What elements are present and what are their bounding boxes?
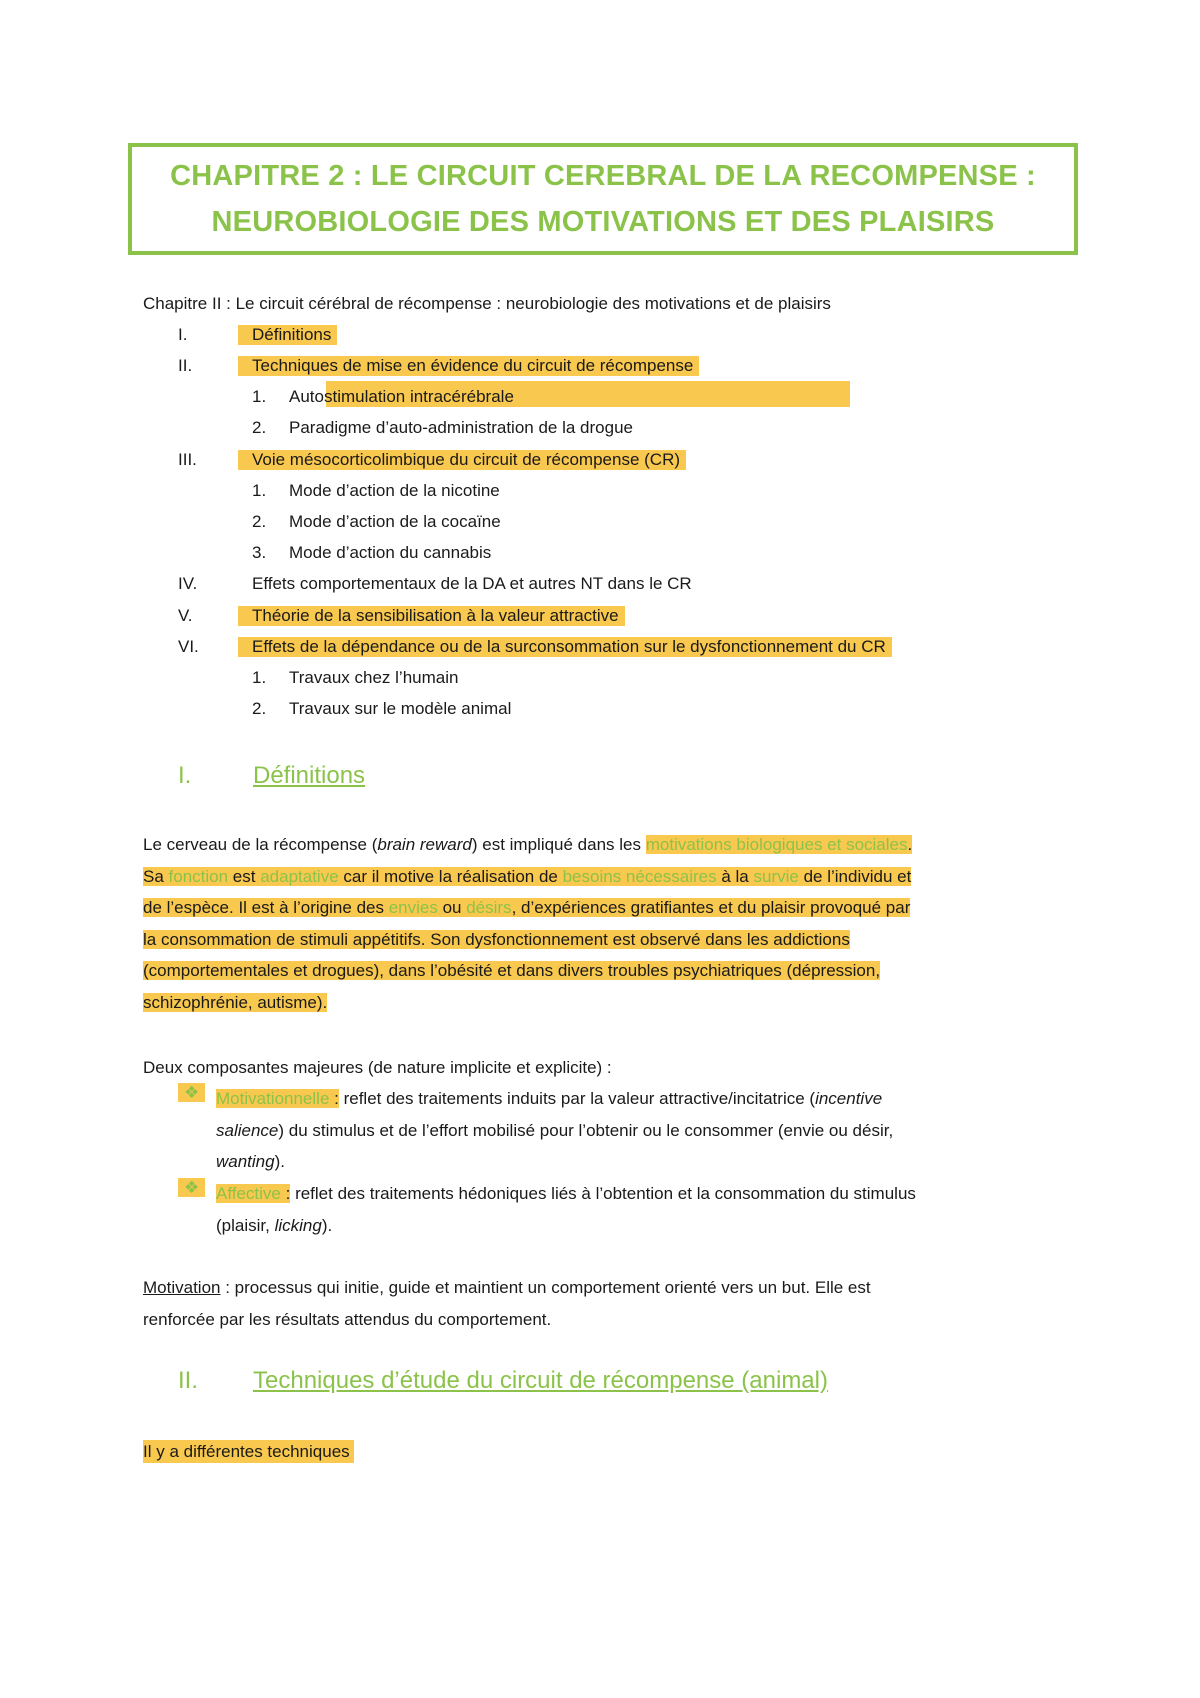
text-run: car il motive la réalisation de — [338, 866, 563, 886]
text-run: (plaisir, — [216, 1215, 275, 1235]
keyword: survie — [753, 866, 799, 886]
paragraph-components-intro: Deux composantes majeures (de nature implicite et explicite) : — [143, 1058, 612, 1077]
text-run: , d’expériences gratifiantes et du plaisir provoqué par — [511, 898, 911, 917]
toc-item-text: Techniques de mise en évidence du circuit de récompense — [238, 356, 699, 376]
paragraph-line — [143, 955, 1065, 987]
toc-subitem-text: Travaux chez l’humain — [289, 668, 459, 687]
bullet-symbol: ❖ — [178, 1178, 205, 1197]
defined-term: Motivation — [143, 1278, 221, 1297]
toc-item-number: IV. — [178, 574, 198, 593]
toc-item — [0, 606, 1200, 632]
paragraph-line — [143, 987, 1065, 1019]
toc-subitem-text: Paradigme d’auto-administration de la drogue — [289, 418, 633, 437]
text-run-italic: licking — [274, 1215, 322, 1235]
section-title: Techniques d’étude du circuit de récompense (animal) — [253, 1367, 828, 1394]
text-run: (comportementales et drogues), dans l’obésité et dans divers troubles psychiatriques (dépression, — [143, 961, 881, 980]
bullet-line — [216, 1146, 1066, 1178]
keyword: Motivationnelle — [216, 1089, 330, 1108]
toc-subitem-number: 1. — [252, 387, 267, 406]
toc-subitem-text: Autostimulation intracérébrale — [289, 387, 514, 406]
toc-subitem-number: 2. — [252, 512, 267, 531]
paragraph-brain-reward — [143, 829, 1065, 1018]
toc-item-number: VI. — [178, 637, 199, 656]
paragraph-line — [143, 1272, 1065, 1304]
toc-subitem — [0, 699, 1200, 725]
text-run-italic: incentive — [815, 1089, 883, 1108]
text-run: reflet des traitements hédoniques liés à l’obtention et la consommation du stimulus — [290, 1184, 916, 1203]
paragraph-line — [143, 1304, 1065, 1336]
chapter-title-line-1: CHAPITRE 2 : LE CIRCUIT CEREBRAL DE LA RECOMPENSE : — [170, 160, 1036, 192]
text-run: : processus qui initie, guide et maintient un comportement orienté vers un but. Elle est — [220, 1278, 871, 1297]
keyword: besoins nécessaires — [562, 866, 717, 886]
toc-subitem — [0, 512, 1200, 538]
toc-item — [0, 637, 1200, 663]
text-run: de l’espèce. Il est à l’origine des — [143, 898, 389, 917]
paragraph-motivation-definition — [143, 1272, 1065, 1335]
toc-subitem-number: 2. — [252, 418, 267, 437]
toc-heading: Chapitre II : Le circuit cérébral de récompense : neurobiologie des motivations et de plaisirs — [143, 294, 831, 313]
keyword: motivations biologiques et sociales — [645, 835, 908, 854]
text-run: reflet des traitements induits par la valeur attractive/incitatrice ( — [338, 1089, 816, 1108]
paragraph-techniques-intro — [143, 1436, 1065, 1468]
toc-subitem-text: Mode d’action de la cocaïne — [289, 512, 501, 531]
toc-subitem — [0, 481, 1200, 507]
toc-item-number: II. — [178, 356, 193, 375]
bullet-motivationnelle — [216, 1083, 1066, 1178]
toc-subitem-number: 1. — [252, 481, 267, 500]
toc-item — [0, 450, 1200, 476]
bullet-symbol: ❖ — [178, 1083, 205, 1102]
toc-item-number: I. — [178, 325, 188, 344]
paragraph-line — [143, 829, 1065, 861]
toc-subitem — [0, 418, 1200, 444]
keyword: envies — [388, 898, 438, 917]
bullet-diamond-icon — [178, 1083, 205, 1103]
text-run-italic: salience — [216, 1120, 279, 1140]
paragraph-line — [143, 924, 1065, 956]
toc-subitem-number: 1. — [252, 668, 267, 687]
text-run: ou — [437, 898, 467, 917]
text-run: est — [228, 866, 261, 886]
toc-subitem-text: Mode d’action de la nicotine — [289, 481, 500, 500]
bullet-line — [216, 1178, 1066, 1210]
text-run: Sa — [143, 866, 169, 886]
section-title: Définitions — [253, 762, 366, 789]
toc-subitem-text: Mode d’action du cannabis — [289, 543, 492, 562]
toc-item-number: III. — [178, 450, 197, 469]
chapter-title-line-2: NEUROBIOLOGIE DES MOTIVATIONS ET DES PLAISIRS — [211, 206, 995, 238]
toc-subitem-number: 2. — [252, 699, 267, 718]
text-run-italic: wanting — [216, 1152, 275, 1171]
section-heading — [178, 762, 366, 790]
toc-subitem — [0, 668, 1200, 694]
text-run: renforcée par les résultats attendus du comportement. — [143, 1309, 552, 1329]
bullet-line — [216, 1210, 1066, 1242]
toc-subitem — [0, 543, 1200, 569]
bullet-diamond-icon — [178, 1178, 205, 1198]
keyword: Affective — [216, 1184, 281, 1203]
keyword: désirs — [466, 898, 512, 917]
toc-item-text: Effets de la dépendance ou de la surconsommation sur le dysfonctionnement du CR — [238, 637, 892, 657]
text-run: : — [329, 1089, 339, 1108]
text-run: la consommation de stimuli appétitifs. Son dysfonctionnement est observé dans les addictions — [143, 929, 850, 949]
bullet-line — [216, 1115, 1066, 1147]
text-run: ). — [274, 1152, 285, 1171]
bullet-line — [216, 1083, 1066, 1115]
paragraph-line — [143, 892, 1065, 924]
text-run: ) du stimulus et de l’effort mobilisé pour l’obtenir ou le consommer (envie ou désir, — [278, 1120, 894, 1140]
text-run: : — [280, 1184, 291, 1203]
toc-item-text: Définitions — [238, 325, 337, 345]
text-run: de l’individu et — [798, 866, 912, 886]
text-run: Il y a différentes techniques — [143, 1440, 354, 1463]
chapter-title-box — [128, 143, 1078, 255]
toc-item — [0, 574, 1200, 600]
toc-subitem-text: Travaux sur le modèle animal — [289, 699, 512, 718]
toc-item — [0, 325, 1200, 351]
section-number: I. — [178, 762, 192, 789]
section-number: II. — [178, 1367, 199, 1394]
toc-item-text: Voie mésocorticolimbique du circuit de récompense (CR) — [238, 450, 686, 470]
text-run: schizophrénie, autisme). — [143, 992, 328, 1012]
text-run: . — [907, 835, 913, 854]
text-run: à la — [716, 866, 754, 886]
bullet-affective — [216, 1178, 1066, 1241]
toc-subitem — [0, 387, 1200, 413]
toc-item-text: Effets comportementaux de la DA et autres NT dans le CR — [252, 574, 692, 593]
keyword: adaptative — [260, 866, 339, 886]
toc-item-number: V. — [178, 606, 193, 625]
toc-item — [0, 356, 1200, 382]
text-run: ). — [321, 1215, 333, 1235]
paragraph-line — [143, 861, 1065, 893]
text-run: Le cerveau de la récompense ( — [143, 835, 378, 854]
text-run-italic: brain reward — [377, 835, 472, 854]
toc-item-text: Théorie de la sensibilisation à la valeur attractive — [238, 606, 625, 626]
section-heading — [178, 1367, 828, 1395]
text-run: ) est impliqué dans les — [471, 835, 646, 854]
keyword: fonction — [168, 866, 229, 886]
toc-subitem-number: 3. — [252, 543, 267, 562]
